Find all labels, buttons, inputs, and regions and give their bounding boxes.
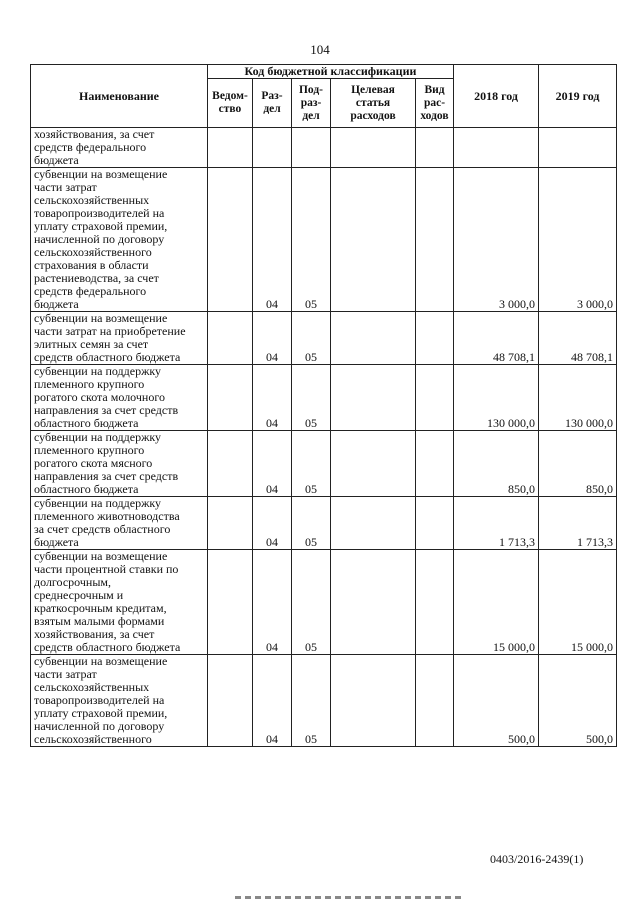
cell-razdel: 04 (253, 550, 292, 655)
cell-podrazdel: 05 (292, 655, 331, 747)
cell-razdel: 04 (253, 497, 292, 550)
row-name-line: сельскохозяйственных (34, 193, 150, 207)
cell-vid-raskhodov (416, 550, 454, 655)
row-name-line: растениеводства, за счет (34, 271, 159, 285)
cell-tselevaya-statya (331, 497, 416, 550)
cell-razdel: 04 (253, 312, 292, 365)
row-name-line: уплату страховой премии, (34, 706, 168, 720)
row-name-line: областного бюджета (34, 416, 139, 430)
cell-vedomstvo (208, 168, 253, 312)
row-name-line: взятым малыми формами (34, 614, 165, 628)
cell-tselevaya-statya (331, 365, 416, 431)
row-name-line: средств областного бюджета (34, 350, 181, 364)
cell-2018: 850,0 (454, 431, 539, 497)
cell-vedomstvo (208, 431, 253, 497)
cell-2019: 500,0 (539, 655, 617, 747)
row-name-line: сельскохозяйственного (34, 732, 152, 746)
cell-podrazdel: 05 (292, 431, 331, 497)
cell-vid-raskhodov (416, 655, 454, 747)
table-row (31, 128, 617, 168)
table-row (31, 655, 617, 747)
row-name-line: субвенции на поддержку (34, 496, 162, 510)
document-code: 0403/2016-2439(1) (490, 852, 584, 866)
cell-podrazdel: 05 (292, 312, 331, 365)
row-name-line: областного бюджета (34, 482, 139, 496)
cell-2019: 48 708,1 (539, 312, 617, 365)
header-name: Наименование (31, 65, 208, 128)
header-vid-raskhodov: Вид рас-ходов (416, 79, 454, 128)
row-name-line: бюджета (34, 297, 79, 311)
table-row (31, 431, 617, 497)
cell-vid-raskhodov (416, 168, 454, 312)
cell-2018 (454, 128, 539, 168)
header-podrazdel: Под-раз-дел (292, 79, 331, 128)
cell-vedomstvo (208, 128, 253, 168)
cell-razdel: 04 (253, 431, 292, 497)
cell-vedomstvo (208, 550, 253, 655)
cell-podrazdel: 05 (292, 550, 331, 655)
row-name-line: элитных семян за счет (34, 337, 149, 351)
cell-vedomstvo (208, 655, 253, 747)
cell-vedomstvo (208, 312, 253, 365)
row-name-line: части затрат (34, 180, 97, 194)
row-name-line: сельскохозяйственного (34, 245, 152, 259)
table-row (31, 550, 617, 655)
header-tselevaya-statya: Целевая статья расходов (331, 79, 416, 128)
header-classification-code: Код бюджетной классификации (208, 65, 454, 79)
cell-2019 (539, 128, 617, 168)
cell-vid-raskhodov (416, 128, 454, 168)
cell-2018: 48 708,1 (454, 312, 539, 365)
row-name-line: направления за счет средств (34, 469, 179, 483)
cell-vid-raskhodov (416, 312, 454, 365)
cell-razdel: 04 (253, 168, 292, 312)
row-name-line: субвенции на возмещение (34, 167, 168, 181)
cell-2018: 15 000,0 (454, 550, 539, 655)
cell-podrazdel: 05 (292, 168, 331, 312)
row-name (31, 312, 208, 365)
row-name-line: начисленной по договору (34, 719, 165, 733)
table-row (31, 312, 617, 365)
cell-vid-raskhodov (416, 431, 454, 497)
row-name-line: хозяйствования, за счет (34, 627, 155, 641)
row-name-line: бюджета (34, 153, 79, 167)
row-name-line: субвенции на поддержку (34, 430, 162, 444)
row-name (31, 168, 208, 312)
cell-razdel: 04 (253, 365, 292, 431)
row-name-line: сельскохозяйственных (34, 680, 150, 694)
row-name-line: товаропроизводителей на (34, 206, 165, 220)
cell-vedomstvo (208, 365, 253, 431)
cell-vid-raskhodov (416, 497, 454, 550)
row-name-line: среднесрочным и (34, 588, 124, 602)
cell-2018: 1 713,3 (454, 497, 539, 550)
table-row (31, 497, 617, 550)
cell-2019: 1 713,3 (539, 497, 617, 550)
row-name-line: уплату страховой премии, (34, 219, 168, 233)
row-name-line: части затрат на приобретение (34, 324, 186, 338)
header-razdel: Раз-дел (253, 79, 292, 128)
cell-2019: 850,0 (539, 431, 617, 497)
row-name (31, 655, 208, 747)
row-name-line: части процентной ставки по (34, 562, 179, 576)
row-name-line: краткосрочным кредитам, (34, 601, 167, 615)
cell-podrazdel: 05 (292, 365, 331, 431)
cell-2018: 130 000,0 (454, 365, 539, 431)
row-name-line: направления за счет средств (34, 403, 179, 417)
header-2018: 2018 год (454, 65, 539, 128)
scan-artifact (235, 896, 465, 899)
cell-2019: 130 000,0 (539, 365, 617, 431)
row-name-line: долгосрочным, (34, 575, 111, 589)
row-name-line: бюджета (34, 535, 79, 549)
cell-tselevaya-statya (331, 431, 416, 497)
row-name-line: субвенции на возмещение (34, 654, 168, 668)
cell-tselevaya-statya (331, 655, 416, 747)
table-row (31, 168, 617, 312)
cell-razdel: 04 (253, 655, 292, 747)
row-name-line: племенного крупного (34, 377, 145, 391)
row-name-line: части затрат (34, 667, 97, 681)
row-name-line: племенного животноводства (34, 509, 180, 523)
row-name-line: начисленной по договору (34, 232, 165, 246)
cell-2019: 15 000,0 (539, 550, 617, 655)
row-name (31, 431, 208, 497)
cell-tselevaya-statya (331, 312, 416, 365)
row-name-line: субвенции на возмещение (34, 549, 168, 563)
row-name-line: племенного крупного (34, 443, 145, 457)
row-name-line: за счет средств областного (34, 522, 171, 536)
cell-razdel (253, 128, 292, 168)
row-name (31, 550, 208, 655)
header-2019: 2019 год (539, 65, 617, 128)
row-name-line: средств областного бюджета (34, 640, 181, 654)
cell-tselevaya-statya (331, 550, 416, 655)
row-name-line: товаропроизводителей на (34, 693, 165, 707)
row-name-line: субвенции на возмещение (34, 311, 168, 325)
row-name (31, 128, 208, 168)
row-name-line: субвенции на поддержку (34, 364, 162, 378)
row-name-line: хозяйствования, за счет (34, 127, 155, 141)
row-name-line: средств федерального (34, 140, 147, 154)
cell-tselevaya-statya (331, 168, 416, 312)
row-name-line: рогатого скота молочного (34, 390, 165, 404)
cell-2018: 500,0 (454, 655, 539, 747)
header-vedomstvo: Ведом-ство (208, 79, 253, 128)
budget-table (30, 64, 617, 747)
row-name-line: средств федерального (34, 284, 147, 298)
cell-2018: 3 000,0 (454, 168, 539, 312)
row-name (31, 497, 208, 550)
row-name-line: страхования в области (34, 258, 149, 272)
cell-podrazdel (292, 128, 331, 168)
cell-podrazdel: 05 (292, 497, 331, 550)
cell-vid-raskhodov (416, 365, 454, 431)
table-row (31, 365, 617, 431)
row-name-line: рогатого скота мясного (34, 456, 153, 470)
cell-tselevaya-statya (331, 128, 416, 168)
row-name (31, 365, 208, 431)
cell-2019: 3 000,0 (539, 168, 617, 312)
cell-vedomstvo (208, 497, 253, 550)
page-number: 104 (310, 42, 330, 57)
